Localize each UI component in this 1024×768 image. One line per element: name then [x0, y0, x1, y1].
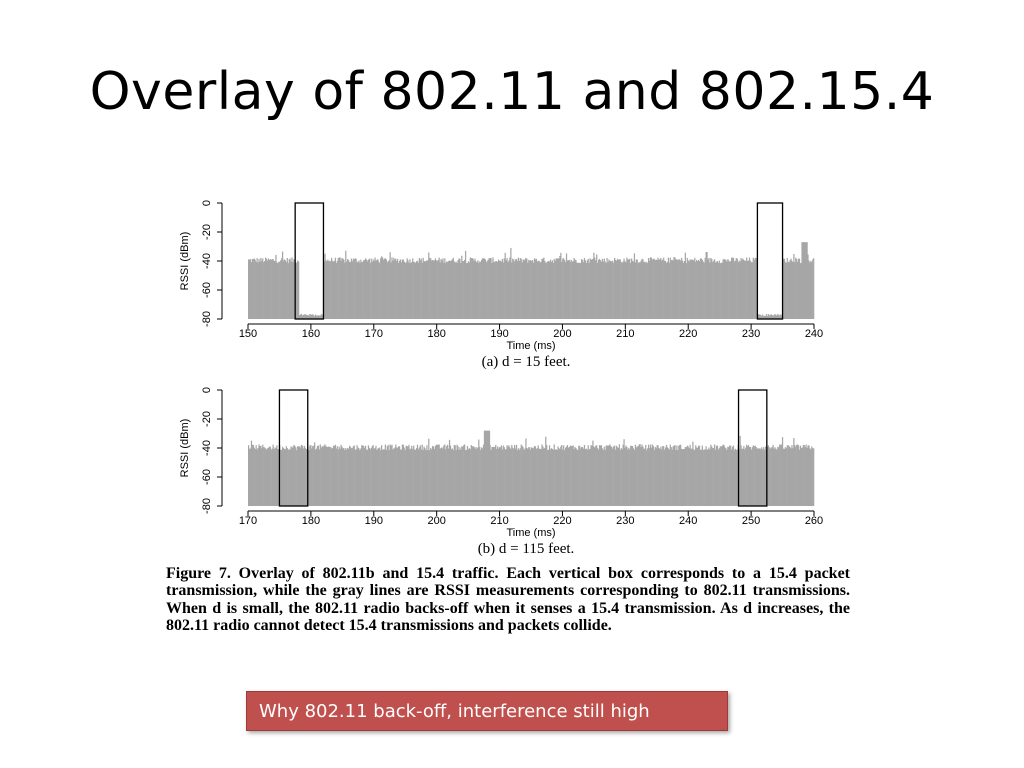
x-tick-label: 200 — [553, 328, 572, 340]
panel-caption: (a) d = 15 feet. — [481, 354, 571, 370]
y-tick-label: -80 — [201, 498, 213, 514]
rssi-bar — [813, 258, 814, 319]
note-callout: Why 802.11 back-off, interference still high — [246, 691, 728, 731]
x-tick-label: 190 — [490, 328, 509, 340]
rssi-spike — [801, 242, 807, 319]
x-tick-label: 160 — [301, 328, 321, 340]
y-tick-label: -60 — [201, 282, 213, 298]
y-tick-label: -40 — [201, 253, 213, 269]
x-tick-label: 200 — [427, 515, 446, 527]
y-tick-label: 0 — [201, 386, 213, 394]
y-tick-label: -20 — [201, 411, 213, 427]
y-axis-title: RSSI (dBm) — [179, 418, 191, 478]
panel-caption: (b) d = 115 feet. — [477, 541, 575, 557]
chart-a — [179, 200, 823, 370]
x-tick-label: 220 — [553, 515, 572, 527]
y-tick-label: -60 — [201, 469, 213, 485]
x-tick-label: 230 — [616, 515, 635, 527]
rssi-series — [248, 431, 814, 506]
x-tick-label: 180 — [427, 328, 446, 340]
x-tick-label: 240 — [679, 515, 698, 527]
x-tick-label: 240 — [804, 328, 824, 340]
packet-box — [295, 203, 323, 319]
rssi-bar — [298, 261, 299, 319]
x-axis-title: Time (ms) — [506, 527, 556, 539]
x-tick-label: 250 — [741, 515, 761, 527]
chart-b — [179, 387, 823, 557]
slide-title: Overlay of 802.11 and 802.15.4 — [89, 62, 935, 122]
x-tick-label: 260 — [804, 515, 824, 527]
x-tick-label: 150 — [238, 328, 258, 340]
packet-box — [757, 203, 782, 319]
y-axis-title: RSSI (dBm) — [179, 231, 191, 291]
y-tick-label: -20 — [201, 224, 213, 240]
x-tick-label: 170 — [238, 515, 258, 527]
x-tick-label: 180 — [301, 515, 321, 527]
y-tick-label: -40 — [201, 440, 213, 456]
x-tick-label: 210 — [490, 515, 509, 527]
figure-caption: Figure 7. Overlay of 802.11b and 15.4 traffic. Each vertical box corresponds to a 15.4 packet transmission, while the gray lines are RSSI measurements corresponding to 802.11 transmissions. When d is small, the 802.11 radio backs-off when it senses a 15.4 transmission. As d increases, the 802.11 radio cannot detect 15.4 transmissions and packets collide. — [166, 565, 850, 634]
x-tick-label: 230 — [741, 328, 761, 340]
x-tick-label: 190 — [364, 515, 383, 527]
y-tick-label: -80 — [201, 311, 213, 327]
x-axis-title: Time (ms) — [506, 340, 556, 352]
x-tick-label: 220 — [679, 328, 698, 340]
rssi-bar — [813, 448, 814, 506]
rssi-spike — [484, 431, 490, 506]
y-tick-label: 0 — [201, 199, 213, 207]
x-tick-label: 210 — [616, 328, 635, 340]
rssi-series — [248, 242, 814, 319]
x-tick-label: 170 — [364, 328, 383, 340]
